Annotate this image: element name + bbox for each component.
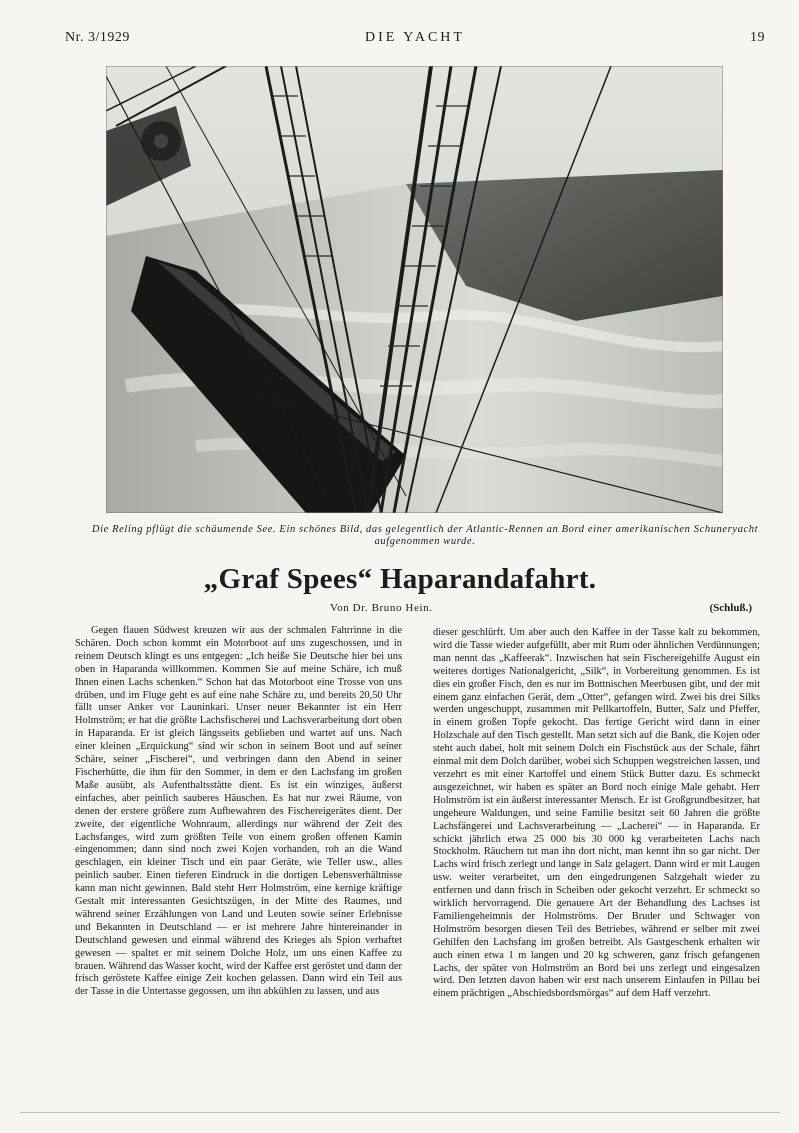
issue-number: Nr. 3/1929 <box>65 30 130 45</box>
photo-caption: Die Reling pflügt die schäumende See. Ein schönes Bild, das gelegentlich der Atlantic-Rennen an Bord einer amerikanischen Schuneryacht aufgenommen wurde. <box>91 524 759 547</box>
yacht-photo <box>106 66 723 513</box>
paragraph: Gegen flauen Südwest kreuzen wir aus der schmalen Fahrrinne in die Schären. Doch schon kommt ein Motorboot auf uns zugeschossen, und in reinem Deutsch klingt es uns entgegen: „Ich heiße Sie Deutsche hier bei uns oben in Haparanda willkommen. Kommen Sie auf meine Schäre, ich muß Ihnen einen Lachs schenken.“ Schon hat das Motorboot eine Trosse von uns drüben, und im Fluge geht es auf eine nahe Schäre zu, und bereits 20,50 Uhr fällt unser Anker vor Launinkari. Unser neuer Bekannter ist ein Herr Holmström; er hat die größte Lachsfischerei und Lachsverarbeitung dort oben in Haparanda. Er ist gleich längsseits geblieben und wartet auf uns. Nach einer kleinen „Erquickung“ sind wir schon in seinem Boot und auf seiner Schäre, seiner „Fischerei“, und verbringen dann den Abend in seiner Fischerhütte, die ihm für den Sommer, in dem er den Lachsfang im großen Maße ausübt, als Aufenthaltsstätte dient. Es ist ein winziges, äußerst einfaches, aber peinlich sauberes Häuschen. Es hat nur zwei Räume, von denen der erstere größere zum Aufbewahren des Fischereigerätes dient. Der zweite, der eigentliche Wohnraum, allerdings nur während der Zeit des Lachsfanges, wird zum größten Teile von einem großen offenen Kamin eingenommen; dann sind noch zwei Kojen vorhanden, roh an die Wand geschlagen, ein kleiner Tisch und ein paar Geräte, wie Teller usw., alles peinlich sauber. Einen tieferen Eindruck in die dortigen Lebensverhältnisse kann man nicht gewinnen. Bald steht Herr Holmström, eine kernige kräftige Gestalt mit interessanten Gesichtszügen, in der Mitte des Raumes, und während seiner Erzählungen von Land und Leuten sowie seiner Erlebnisse und Bekannten in Deutschland — er ist mehrere Jahre hintereinander in Deutschland gewesen und einmal während des Krieges als Spion verhaftet gewesen — spaltet er mit seinem Dolche Holz, um uns einen Kaffee zu brauen. Während das Wasser kocht, wird der Kaffee erst geröstet und dann der frisch geröstete Kaffee einige Zeit kochen gelassen. Dann wird ein Teil aus der Tasse in die Untertasse gegossen, um ihn abkühlen zu lassen, und aus <box>75 625 402 998</box>
schooner-heeling-image <box>106 66 723 513</box>
page-header <box>65 30 765 52</box>
article-column-right <box>433 627 760 1001</box>
article-byline: Von Dr. Bruno Hein. <box>330 602 433 614</box>
paragraph: dieser geschlürft. Um aber auch den Kaffee in der Tasse kalt zu bekommen, wird die Tasse wieder aufgefüllt, aber mit Rum oder ähnlichen Verdünnungen; man nennt das „Kaffeerak“. Inzwischen hat sein Fischereigehilfe August ein weiteres dortiges Nationalgericht, „Silk“, in Vorbereitung genommen. Es ist dies ein großer Fisch, den es nur im Bottnischen Meerbusen gibt, und der mit einem ganz einfachen Gerät, dem „Otter“, gefangen wird. Zwei bis drei Silks werden ungeschuppt, zusammen mit Pellkartoffeln, Butter, Salz und Pfeffer, in einem großen Topfe gekocht. Das fertige Gericht wird dann in einer Holzschale auf den Tisch gestellt. Man setzt sich auf die Bank, die Kojen oder steht auch dabei, holt mit seinem Dolch ein Fischstück aus der Schale, fährt einmal mit dem Dolch darüber, wobei sich Schuppen wegstreichen lassen, und verzehrt es mit einer Kartoffel und einem Stück Butter dazu. Es schmeckt ausgezeichnet, wir haben es später an Bord noch einige Male gehabt. Herr Holmström ist ein äußerst interessanter Mensch. Er ist Großgrundbesitzer, hat ungeheure Waldungen, und seine Familie besitzt seit 60 Jahren die größte Lachsfängerei und Lachsverarbeitung — „Lacherei“ — in Haparanda. Er schickt jährlich etwa 25 000 bis 30 000 kg verarbeiteten Lachs nach Stockholm. Räuchern tut man ihn dort nicht, man kennt ihn so gar nicht. Der Lachs wird frisch zerlegt und lange in Salz gelagert. Dann wird er mit Laugen usw. weiter verarbeitet, um den eingedrungenen Salzgehalt wieder zu entfernen und dann frisch in Scheiben oder gekocht verzehrt. Er schmeckt so wirklich hervorragend. Die genauere Art der Behandlung des Lachses ist Familiengeheimnis der Holmströms. Der Bruder und Schwager von Holmström besorgen diesen Teil des Betriebes, während er selber mit zwei Gehilfen den Lachsfang im großen betreibt. Als Gastgeschenk erhalten wir auch einen etwa 1 m langen und 20 kg schweren, ganz frisch gefangenen Lachs, der später von Holmström an Bord bei uns zerlegt und eingesalzen wird. Den letzten davon haben wir erst nach unserem Einlaufen in Pillau bei einem prächtigen „Abschiedsbordsmörgas“ auf dem Haff verzehrt. <box>433 627 760 1000</box>
page-number: 19 <box>750 30 765 45</box>
continuation-tag: (Schluß.) <box>709 602 752 614</box>
page-bottom-rule <box>20 1112 780 1113</box>
article-column-left <box>75 625 402 999</box>
magazine-name: DIE YACHT <box>365 30 465 45</box>
article-title: „Graf Spees“ Haparandafahrt. <box>203 563 597 595</box>
